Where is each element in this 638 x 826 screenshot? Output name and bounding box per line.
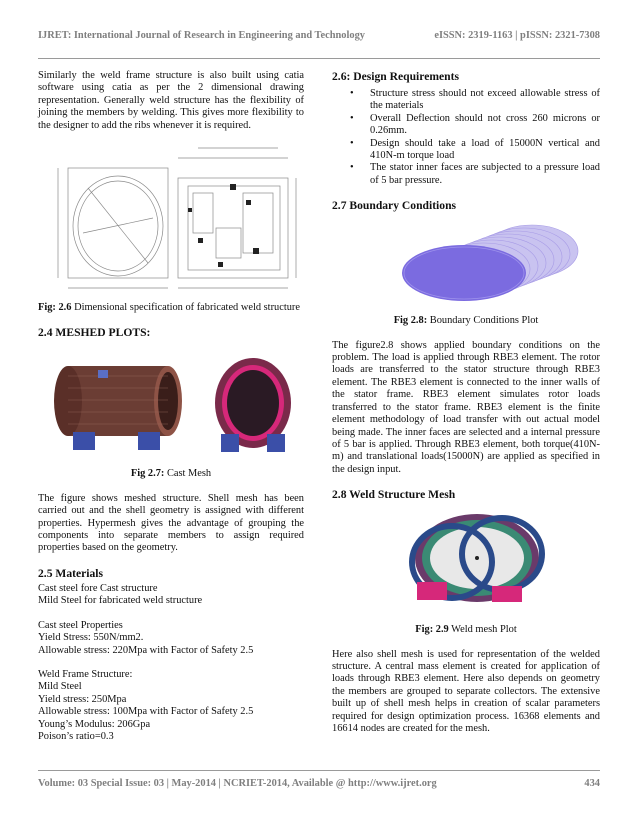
weld-prop-line: Allowable stress: 100Mpa with Factor of Safety 2.5: [38, 706, 254, 718]
requirement-item: • Overall Deflection should not cross 260 microns or 0.26mm.: [370, 113, 600, 138]
issn-text: eISSN: 2319-1163 | pISSN: 2321-7308: [434, 30, 600, 41]
fig27-caption: [38, 468, 304, 480]
journal-title: IJRET: International Journal of Research in Engineering and Technology: [38, 30, 365, 41]
drawing-figure: [38, 138, 304, 298]
left-column: [38, 70, 304, 743]
bc-paragraph: The figure2.8 shows applied boundary conditions on the problem. The load is applied through RBE3 element. The rotor loads are transferred to the stator structure through RBE3 element. The RBE3 element is connected to the inner walls of the stator frame. RBE3 element simulates rotor loads transferred to the stator frame. RBE3 element is the finite element methodology of load transfer with out actual model being made. The inner faces are selected and a internal pressure of 5 bar is applied. Through RBE3 element, both torque(410N-m) and translational loads(15000N) are applied as specified in the design input.: [332, 339, 600, 475]
cast-prop-line: Cast steel Properties: [38, 619, 123, 631]
fig26-text: Dimensional specification of fabricated weld structure: [71, 302, 300, 314]
fig27-label: Fig 2.7:: [130, 468, 165, 480]
intro-paragraph: Similarly the weld frame structure is also built using catia software using catia as per the 2 dimensional drawing representation. Generally weld structure has the flexibility of joining the members by welding. This gives more flexibility to the designer to add the ribs whenever it is required.: [38, 70, 304, 131]
weld-mesh-figure: [332, 510, 600, 610]
footer-rule: [38, 770, 600, 771]
weld-prop-line: Mild Steel: [38, 681, 82, 693]
header-rule: [38, 58, 600, 59]
materials-list: [38, 583, 304, 608]
section-2-6-heading: 2.6: Design Requirements: [332, 70, 459, 83]
material-line: Mild Steel for fabricated weld structure: [38, 595, 203, 607]
cast-properties: [38, 620, 304, 657]
fig28-caption: [332, 315, 600, 327]
boundary-conditions-image: [332, 219, 600, 303]
cast-mesh-image: [38, 348, 304, 458]
weld-properties: [38, 669, 304, 743]
fig28-text: Boundary Conditions Plot: [427, 315, 539, 327]
weld-mesh-image: [332, 510, 600, 610]
section-2-8-heading: 2.8 Weld Structure Mesh: [332, 488, 456, 502]
page-header: [38, 30, 600, 48]
cast-prop-line: Yield Stress: 550N/mm2.: [38, 632, 144, 644]
fig27-text: Cast Mesh: [164, 468, 212, 480]
page-footer: [38, 778, 600, 789]
weld-prop-line: Poison’s ratio=0.3: [38, 730, 114, 742]
right-column: [332, 70, 600, 735]
cast-mesh-figure: [38, 348, 304, 458]
fig26-caption: [38, 302, 304, 314]
section-2-5-heading: 2.5 Materials: [38, 566, 104, 580]
fig29-label: Fig: 2.9: [415, 624, 449, 636]
requirement-item: • Design should take a load of 15000N vertical and 410N-m torque load: [370, 138, 600, 163]
fig28-label: Fig 2.8:: [393, 315, 428, 327]
mesh-paragraph: The figure shows meshed structure. Shell mesh has been carried out and the shell geometry is assigned with different properties. Hypermesh gives the advantage of grouping the components into separate members to assign required properties based on the geometry.: [38, 492, 304, 554]
requirement-item: • Structure stress should not exceed allowable stress of the materials: [370, 88, 600, 113]
section-2-4-heading: 2.4 MESHED PLOTS:: [38, 326, 151, 340]
requirement-item: • The stator inner faces are subjected to a pressure load of 5 bar pressure.: [370, 162, 600, 187]
bc-figure: [332, 219, 600, 303]
fig29-caption: [332, 624, 600, 636]
page-number: 434: [584, 778, 600, 789]
material-line: Cast steel fore Cast structure: [38, 582, 158, 594]
footer-text: Volume: 03 Special Issue: 03 | May-2014 | NCRIET-2014, Available @ http://www.ijret.org: [38, 778, 437, 789]
cast-prop-line: Allowable stress: 220Mpa with Factor of Safety 2.5: [38, 644, 254, 656]
section-2-7-heading: 2.7 Boundary Conditions: [332, 199, 457, 213]
weld-drawing-image: [38, 138, 304, 298]
fig26-label: Fig: 2.6: [38, 302, 72, 314]
weld-prop-line: Yield stress: 250Mpa: [38, 693, 127, 705]
weld-prop-line: Young’s Modulus: 206Gpa: [38, 718, 151, 730]
fig29-text: Weld mesh Plot: [448, 624, 517, 636]
weld-paragraph: Here also shell mesh is used for representation of the welded structure. A central mass element is created for application of loads through RBE3 element. Here also depends on geometry the members are grouped to separate collectors. The extensive built up of shell mesh helps in creation of scalar parameters required for design optimization process. 16368 elements and 16614 nodes are created for the mesh.: [332, 648, 600, 734]
requirements-list: [332, 88, 600, 187]
weld-prop-line: Weld Frame Structure:: [38, 668, 133, 680]
